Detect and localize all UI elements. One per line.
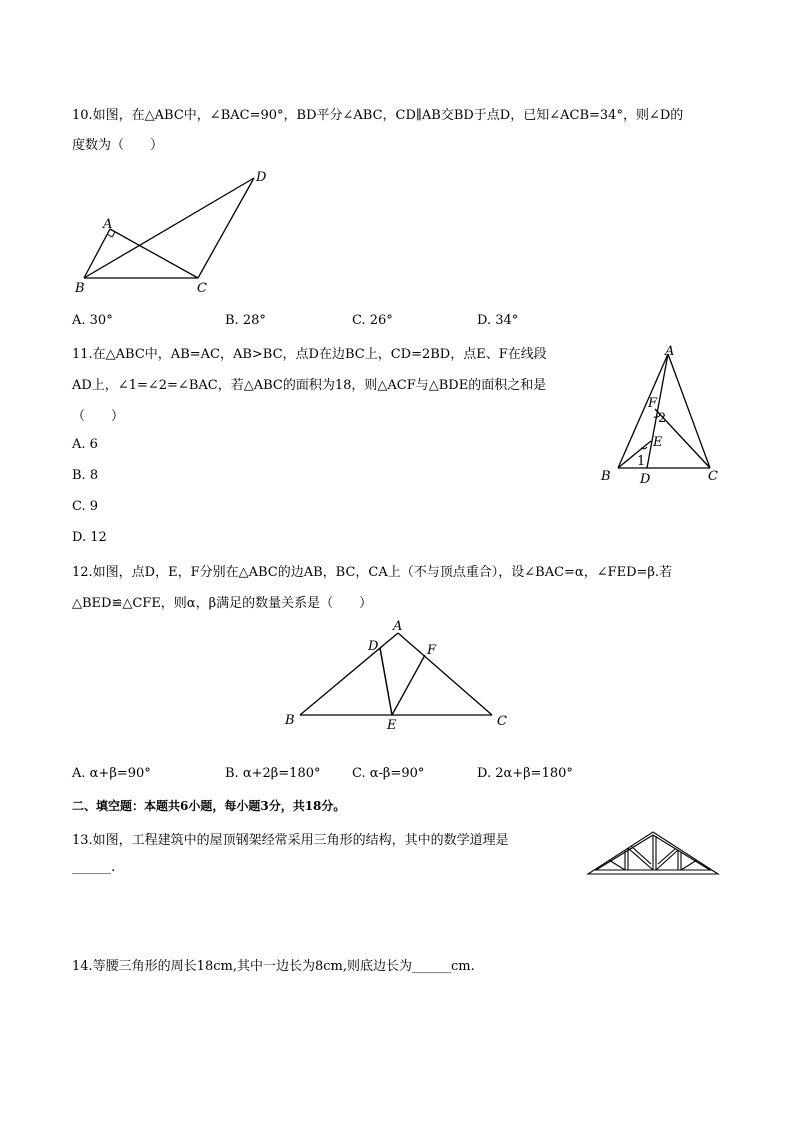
q10-stem-line2: 度数为（ ）: [72, 138, 164, 153]
q12-stem-line2: △BED≌△CFE，则α，β满足的数量关系是（ ）: [72, 596, 373, 611]
q12-label-a: A: [393, 619, 403, 634]
q12-stem-line1: 12.如图，点D，E，F分别在△ABC的边AB，BC，CA上（不与顶点重合），设∠BAC=α，∠FED=β.若: [72, 565, 673, 580]
q11-label-a: A: [665, 344, 675, 359]
q11-label-c: C: [708, 469, 718, 484]
q12-label-d: D: [368, 639, 379, 654]
q10-option-c[interactable]: C. 26°: [352, 313, 393, 328]
q11-label-e: E: [653, 435, 663, 450]
q12-option-a[interactable]: A. α+β=90°: [72, 766, 151, 781]
q11-option-d[interactable]: D. 12: [72, 530, 107, 545]
q11-option-c[interactable]: C. 9: [72, 499, 99, 514]
q11-stem-line3: （ ）: [72, 409, 125, 424]
q14-stem: 14.等腰三角形的周长18cm,其中一边长为8cm,则底边长为______cm.: [72, 959, 475, 974]
q12-option-c[interactable]: C. α-β=90°: [352, 766, 425, 781]
q11-stem-line1: 11.在△ABC中，AB=AC，AB>BC，点D在边BC上，CD=2BD，点E、F在线段: [72, 347, 547, 362]
q11-option-b[interactable]: B. 8: [72, 468, 99, 483]
q10-label-a: A: [103, 217, 113, 232]
q12-label-c: C: [497, 714, 507, 729]
q12-figure: [280, 615, 520, 735]
q10-stem-line1: 10.如图，在△ABC中，∠BAC=90°，BD平分∠ABC，CD∥AB交BD于点D，已知∠ACB=34°，则∠D的: [72, 108, 684, 123]
q11-label-2: 2: [658, 411, 667, 426]
q12-option-b[interactable]: B. α+2β=180°: [225, 766, 321, 781]
q10-figure: [70, 168, 280, 298]
section-2-heading: 二、填空题：本题共6小题，每小题3分，共18分。: [72, 799, 346, 813]
q10-option-d[interactable]: D. 34°: [477, 313, 519, 328]
q10-label-c: C: [197, 281, 207, 296]
q11-stem-line2: AD上，∠1=∠2=∠BAC，若△ABC的面积为18，则△ACF与△BDE的面积之和是: [72, 378, 547, 393]
q12-label-f: F: [427, 643, 437, 658]
q12-label-e: E: [387, 718, 397, 733]
roof-truss-figure: [585, 828, 721, 880]
q12-label-b: B: [285, 713, 295, 728]
q11-figure: [596, 342, 726, 487]
q11-label-b: B: [601, 469, 611, 484]
q10-option-b[interactable]: B. 28°: [225, 313, 266, 328]
q11-label-f: F: [648, 396, 658, 411]
q13-answer-blank[interactable]: ______.: [72, 860, 116, 875]
q11-label-d: D: [640, 472, 651, 487]
q10-label-d: D: [256, 170, 267, 185]
q10-label-b: B: [75, 281, 85, 296]
q12-option-d[interactable]: D. 2α+β=180°: [477, 766, 573, 781]
q11-option-a[interactable]: A. 6: [72, 437, 98, 452]
q13-stem-line1: 13.如图，工程建筑中的屋顶钢架经常采用三角形的结构，其中的数学道理是: [72, 833, 509, 848]
q10-option-a[interactable]: A. 30°: [72, 313, 113, 328]
q11-label-1: 1: [637, 454, 646, 469]
